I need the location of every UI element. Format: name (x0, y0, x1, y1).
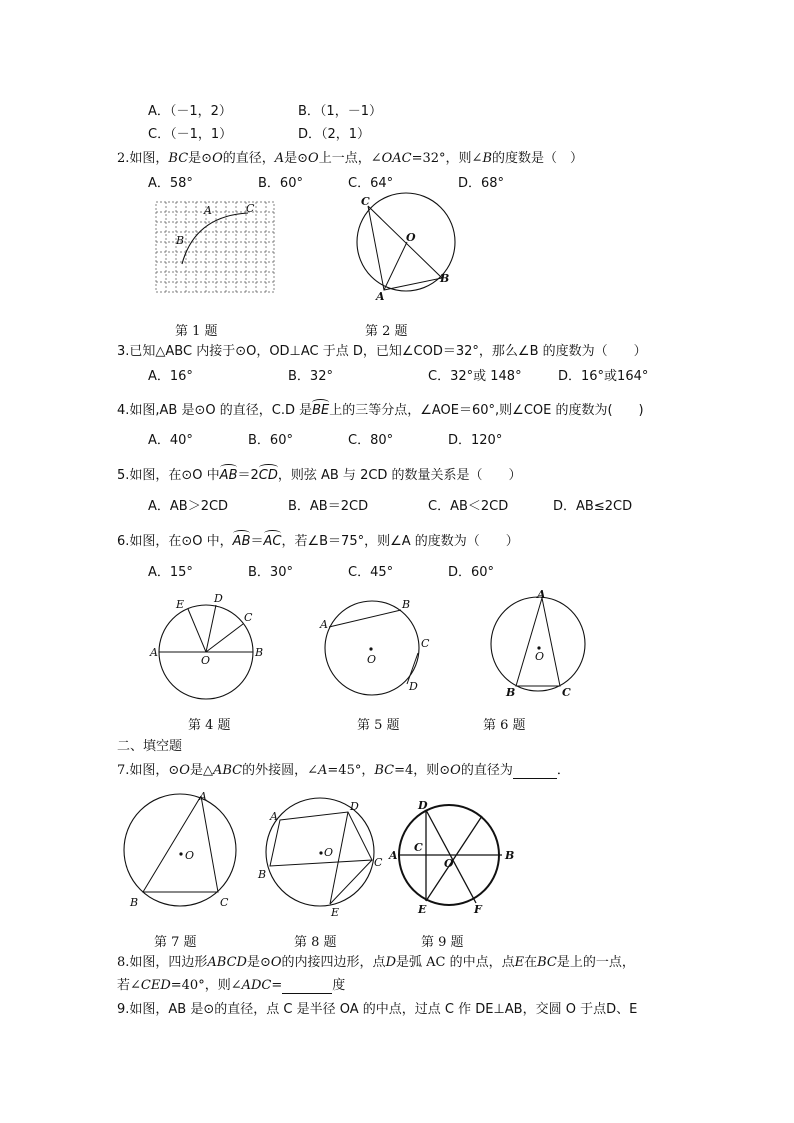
figure-1-arc (182, 213, 248, 264)
fig5-label-b: B (402, 598, 411, 611)
figure-4 (148, 590, 268, 705)
q3-stem: 3.已知△ABC 内接于⊙O，OD⊥AC 于点 D，已知∠COD＝32°，那么∠B 的度数为（ ） (117, 344, 647, 359)
fig9-label-o: O (444, 857, 454, 870)
q1-option-b: B．（1，－1） (298, 104, 382, 119)
q2-option-c: C．64° (348, 176, 394, 191)
q5-option-c: C．AB＜2CD (428, 499, 509, 514)
q2-option-b: B．60° (258, 176, 303, 191)
fig2-label-b: B (440, 272, 450, 285)
q6-option-c: C．45° (348, 565, 394, 580)
fig4-label-d: D (214, 592, 223, 605)
fig5-label-d: D (409, 680, 418, 693)
figure-5 (317, 595, 437, 700)
fig6-label-c: C (562, 686, 571, 699)
fig9-label-f: F (474, 903, 482, 916)
q5-option-b: B．AB＝2CD (288, 499, 369, 514)
q6-option-a: A．15° (148, 565, 193, 580)
caption-fig2: 第 2 题 (365, 324, 408, 339)
fig5-label-o: O (367, 653, 377, 666)
fig7-label-b: B (130, 896, 139, 909)
fig1-label-b: B (176, 234, 185, 247)
figure-1-grid (150, 198, 280, 298)
fig9-label-c: C (414, 841, 423, 854)
fig9-label-d: D (418, 799, 428, 812)
figure-2 (350, 192, 460, 302)
q7-answer-blank[interactable] (513, 778, 557, 779)
q6-stem: 6.如图，在⊙O 中，AB＝AC，若∠B＝75°，则∠A 的度数为（ ） (117, 534, 519, 549)
q1-option-a: A．（－1，2） (148, 104, 232, 119)
q8-stem-line1: 8.如图，四边形ABCD是⊙O的内接四边形，点D是弧 AC 的中点，点E在BC是上的一点， (117, 955, 635, 970)
q1-option-d: D．（2，1） (298, 127, 371, 142)
section-2-heading: 二、填空题 (117, 739, 183, 754)
caption-fig9: 第 9 题 (421, 935, 464, 950)
q5-stem: 5.如图，在⊙O 中AB＝2CD，则弦 AB 与 2CD 的数量关系是（ ） (117, 468, 522, 483)
fig8-label-c: C (374, 856, 383, 869)
fig8-label-b: B (258, 868, 267, 881)
q2-stem: 2.如图，BC是⊙O的直径，A是⊙O上一点，∠OAC=32°，则∠B的度数是（ ） (117, 151, 584, 166)
q4-option-a: A．40° (148, 433, 193, 448)
fig6-label-o: O (535, 650, 545, 663)
fig4-label-e: E (176, 598, 185, 611)
q8-stem-line2: 若∠CED=40°，则∠ADC= 度 (117, 978, 346, 993)
fig9-label-a: A (389, 849, 398, 862)
fig2-label-a: A (376, 290, 385, 303)
fig5-label-c: C (421, 637, 430, 650)
fig4-label-o: O (201, 654, 211, 667)
q8-answer-blank[interactable] (282, 993, 332, 994)
figure-6 (490, 588, 590, 703)
caption-fig7: 第 7 题 (154, 935, 197, 950)
figure-9 (386, 795, 516, 920)
q2-option-a: A．58° (148, 176, 193, 191)
fig8-label-a: A (270, 810, 278, 823)
fig4-label-c: C (244, 611, 253, 624)
figure-8 (258, 798, 383, 918)
caption-fig8: 第 8 题 (294, 935, 337, 950)
caption-fig1: 第 1 题 (175, 324, 218, 339)
fig7-label-o: O (185, 849, 195, 862)
q4-option-d: D．120° (448, 433, 503, 448)
q3-option-d: D．16°或164° (558, 369, 649, 384)
fig4-label-b: B (255, 646, 264, 659)
fig2-label-c: C (361, 195, 370, 208)
q5-option-a: A．AB＞2CD (148, 499, 229, 514)
q3-option-c: C．32°或 148° (428, 369, 522, 384)
fig8-label-o: O (324, 846, 334, 859)
fig8-label-e: E (331, 906, 340, 919)
q4-stem: 4.如图,AB 是⊙O 的直径，C.D 是BE上的三等分点，∠AOE＝60°,则∠COE 的度数为( ) (117, 403, 644, 418)
q9-stem: 9.如图，AB 是⊙的直径，点 C 是半径 OA 的中点，过点 C 作 DE⊥AB，交圆 O 于点D、E (117, 1002, 638, 1017)
fig8-label-d: D (350, 800, 359, 813)
fig1-label-c: C (246, 202, 255, 215)
fig9-label-b: B (505, 849, 515, 862)
q6-option-d: D．60° (448, 565, 495, 580)
fig5-label-a: A (320, 618, 328, 631)
q4-option-c: C．80° (348, 433, 394, 448)
figure-7 (120, 788, 245, 913)
q5-option-d: D．AB≤2CD (553, 499, 633, 514)
fig7-label-c: C (220, 896, 229, 909)
q6-option-b: B．30° (248, 565, 293, 580)
q3-option-a: A．16° (148, 369, 193, 384)
q7-stem: 7.如图，⊙O是△ABC的外接圆，∠A=45°，BC=4，则⊙O的直径为 ． (117, 763, 570, 778)
fig1-label-a: A (204, 204, 212, 217)
fig4-label-a: A (150, 646, 158, 659)
fig2-label-o: O (406, 231, 416, 244)
q2-option-d: D．68° (458, 176, 505, 191)
fig6-label-a: A (537, 588, 546, 601)
q3-option-b: B．32° (288, 369, 333, 384)
fig9-label-e: E (418, 903, 427, 916)
fig7-label-a: A (199, 790, 207, 803)
q4-option-b: B．60° (248, 433, 293, 448)
caption-fig6: 第 6 题 (483, 718, 526, 733)
caption-fig4: 第 4 题 (188, 718, 231, 733)
caption-fig5: 第 5 题 (357, 718, 400, 733)
q1-option-c: C．（－1，1） (148, 127, 233, 142)
fig6-label-b: B (506, 686, 516, 699)
